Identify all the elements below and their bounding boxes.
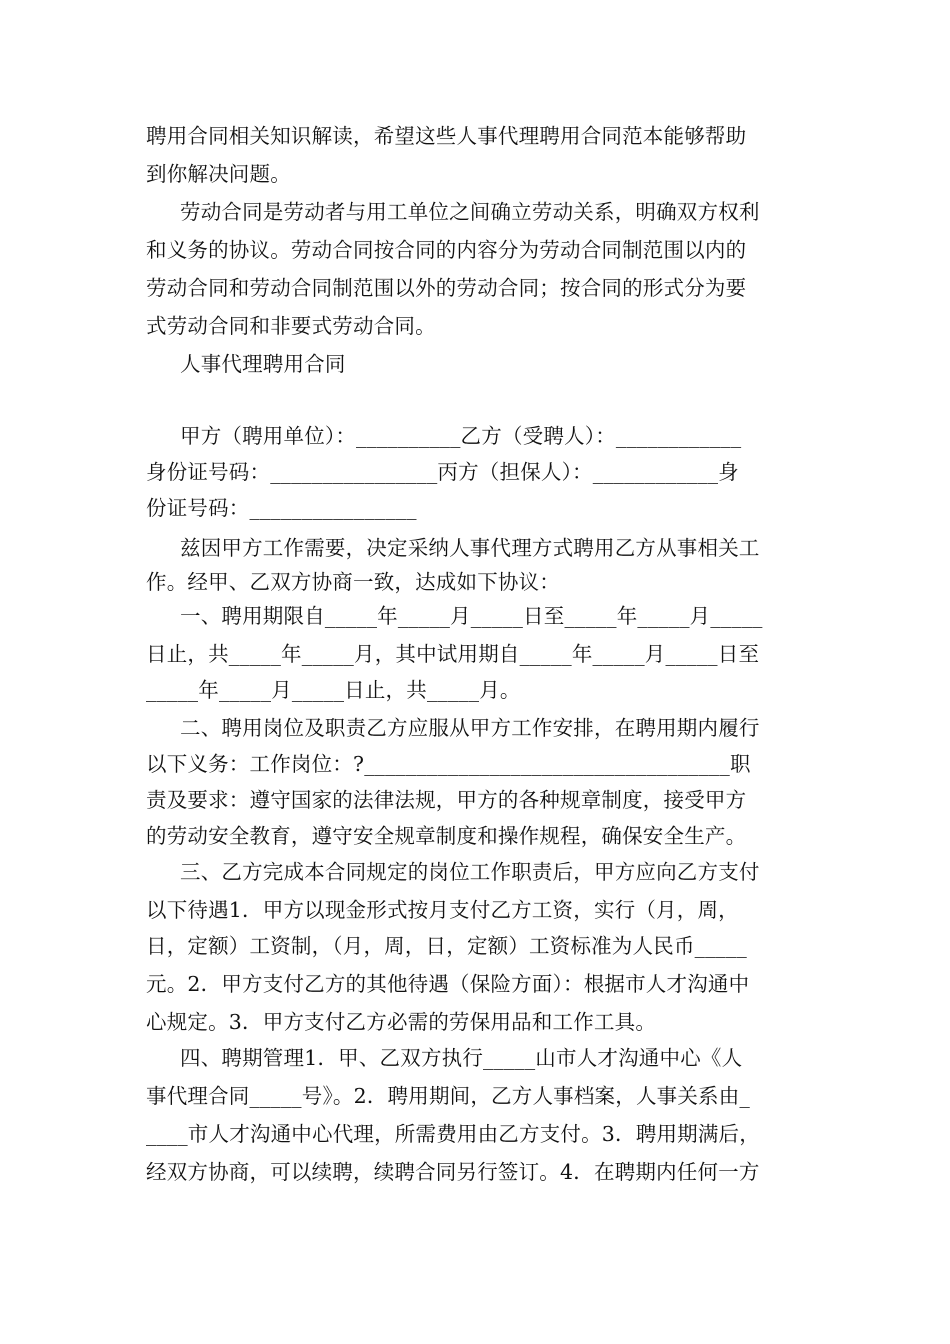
- contract-title: 人事代理聘用合同: [180, 352, 346, 376]
- party-info-line: 份证号码：________________: [146, 496, 417, 520]
- clause-line: 日，定额）工资制，（月，周，日，定额）工资标准为人民币_____: [146, 934, 747, 958]
- paragraph-line: 劳动合同是劳动者与用工单位之间确立劳动关系，明确双方权利: [180, 200, 760, 224]
- party-info-line: 甲方（聘用单位）：__________乙方（受聘人）：____________: [180, 424, 742, 448]
- paragraph-line: 兹因甲方工作需要，决定采纳人事代理方式聘用乙方从事相关工: [180, 536, 760, 560]
- paragraph-line: 劳动合同和劳动合同制范围以外的劳动合同；按合同的形式分为要: [146, 276, 747, 300]
- clause-line: 四、聘期管理1．甲、乙双方执行_____山市人才沟通中心《人: [180, 1046, 743, 1070]
- clause-line: 元。2．甲方支付乙方的其他待遇（保险方面）：根据市人才沟通中: [146, 972, 750, 996]
- clause-line: 二、聘用岗位及职责乙方应服从甲方工作安排，在聘用期内履行: [180, 716, 760, 740]
- paragraph-line: 式劳动合同和非要式劳动合同。: [146, 314, 436, 338]
- clause-line: 一、聘用期限自_____年_____月_____日至_____年_____月_____: [180, 604, 763, 628]
- clause-line: 经双方协商，可以续聘，续聘合同另行签订。4．在聘期内任何一方: [146, 1160, 760, 1184]
- clause-line: 日止，共_____年_____月，其中试用期自_____年_____月_____日至: [146, 642, 760, 666]
- clause-line: 以下义务：工作岗位：?___________________________________职: [146, 752, 751, 776]
- paragraph-line: 到你解决问题。: [146, 162, 291, 186]
- clause-line: 三、乙方完成本合同规定的岗位工作职责后，甲方应向乙方支付: [180, 860, 760, 884]
- clause-line: _____年_____月_____日止，共_____月。: [146, 678, 521, 702]
- party-info-line: 身份证号码：________________丙方（担保人）：____________身: [146, 460, 739, 484]
- clause-line: ____市人才沟通中心代理，所需费用由乙方支付。3．聘用期满后，: [146, 1122, 760, 1146]
- clause-line: 以下待遇1．甲方以现金形式按月支付乙方工资，实行（月，周，: [146, 898, 739, 922]
- paragraph-line: 聘用合同相关知识解读，希望这些人事代理聘用合同范本能够帮助: [146, 124, 747, 148]
- paragraph-line: 和义务的协议。劳动合同按合同的内容分为劳动合同制范围以内的: [146, 238, 747, 262]
- clause-line: 心规定。3．甲方支付乙方必需的劳保用品和工作工具。: [146, 1010, 657, 1034]
- clause-line: 事代理合同_____号》。2．聘用期间，乙方人事档案，人事关系由_: [146, 1084, 750, 1108]
- clause-line: 的劳动安全教育，遵守安全规章制度和操作规程，确保安全生产。: [146, 824, 747, 848]
- paragraph-line: 作。经甲、乙双方协商一致，达成如下协议：: [146, 570, 560, 594]
- clause-line: 责及要求：遵守国家的法律法规，甲方的各种规章制度，接受甲方: [146, 788, 747, 812]
